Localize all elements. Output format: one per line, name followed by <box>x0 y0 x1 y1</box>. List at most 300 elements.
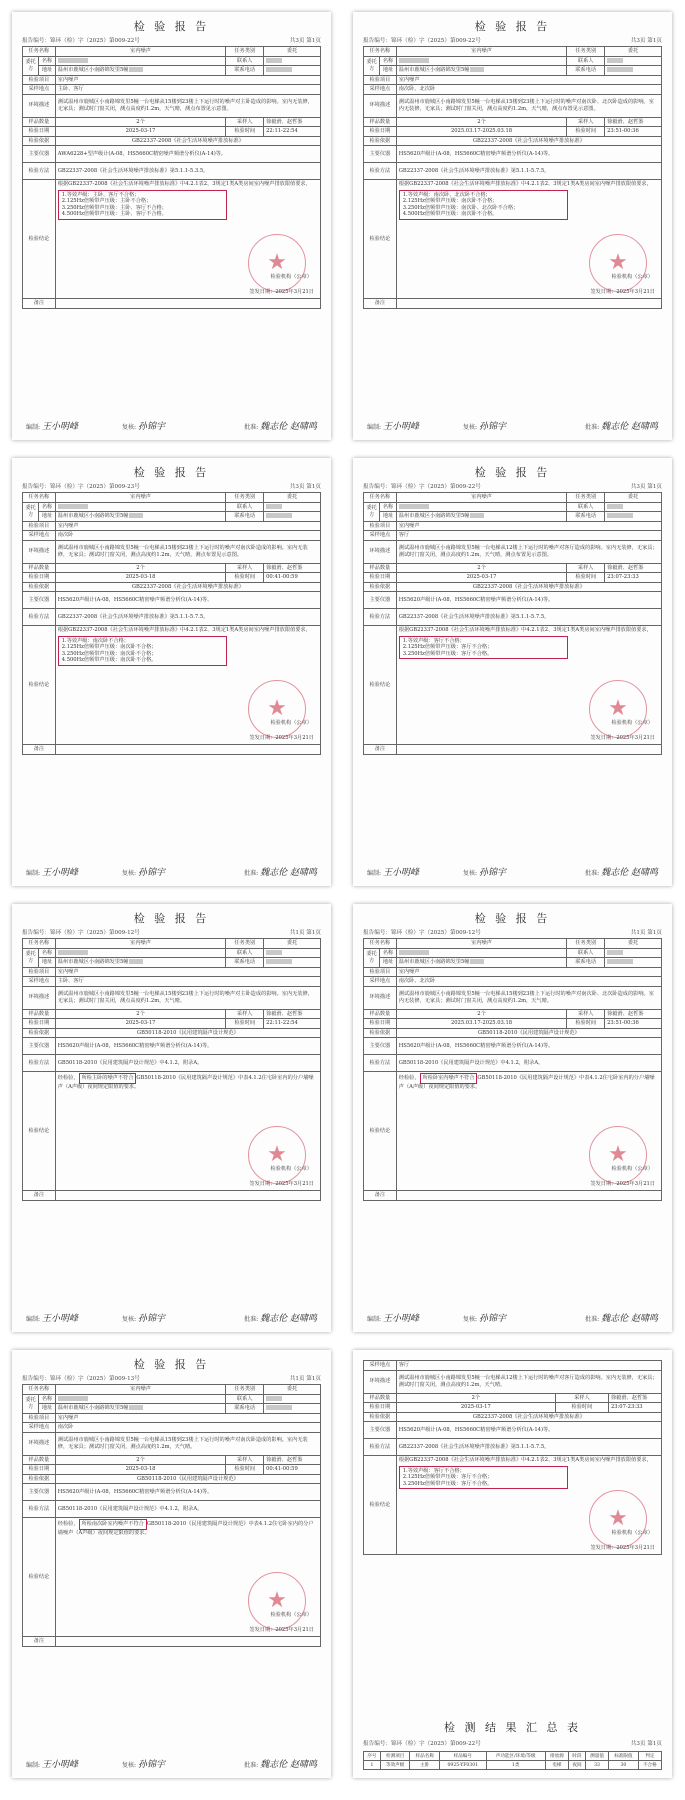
form-row <box>23 592 321 609</box>
conclusion-line: 4.500Hz倍频带声压级：南次卧不合格。 <box>61 657 157 663</box>
sampler-label: 采样人 <box>567 117 605 127</box>
sampling-label: 采样地点 <box>364 1361 397 1371</box>
env-label: 环境描述 <box>23 540 56 563</box>
form-row <box>364 958 662 968</box>
item-value: 室内噪声 <box>55 1413 320 1423</box>
env-label: 环境描述 <box>23 986 56 1009</box>
conclusion-cell <box>396 180 661 299</box>
form-row <box>23 1484 321 1501</box>
phone-value <box>605 66 662 76</box>
basis-value: GB50118-2010《民用建筑隔声设计规范》 <box>55 1028 320 1038</box>
redacted-block <box>129 1405 143 1410</box>
conclusion-text <box>399 1457 659 1489</box>
conclusion-intro: 根据GB22337-2008《社会生活环境噪声排放标准》中4.2.1表2、3规定1类A类房间室内噪声排放限值要求， <box>57 627 311 633</box>
summary-section <box>353 1709 672 1774</box>
method-label: 检验方法 <box>23 1055 56 1072</box>
seal-label: 检验机构（公章） <box>611 273 653 280</box>
form-row <box>364 56 662 66</box>
conclusion-intro: 经检验， <box>57 1075 79 1081</box>
conclusion-line: 2.125Hz倍频带声压级：南次卧不合格； <box>61 644 157 650</box>
instrument-label: 主要仪器 <box>23 146 56 163</box>
form-row <box>23 1413 321 1423</box>
form-row <box>364 1412 662 1422</box>
item-value: 室内噪声 <box>55 75 320 85</box>
client-name-label: 名称 <box>39 502 55 512</box>
form-row <box>23 85 321 95</box>
form-row <box>23 958 321 968</box>
form-row <box>23 136 321 146</box>
address-value: 温州市鹿城区小南路锦发里5幢 <box>55 512 226 522</box>
seal-label: 检验机构（公章） <box>270 273 312 280</box>
conclusion-label: 检验结论 <box>364 1072 397 1191</box>
task-type-value: 委托 <box>605 47 662 57</box>
approve-signature: 批准: 魏志伦 赵啸鸣 <box>244 868 317 878</box>
basis-label: 检验依据 <box>23 136 56 146</box>
report-title: 检 验 报 告 <box>133 466 210 479</box>
conclusion-text <box>399 627 659 659</box>
sample-qty-value: 2个 <box>396 563 567 573</box>
form-row <box>23 1394 321 1404</box>
date-label: 检验日期 <box>364 127 397 137</box>
form-row <box>364 1403 662 1413</box>
report-number: 报告编号：锦环（检）字（2025）第009-13号 <box>22 1376 140 1382</box>
task-type-label: 任务类别 <box>226 939 264 949</box>
env-value: 测试温州市鹿城区小南路锦发里5幢一台电梯从15楼到23楼上下运行时的噪声对主卧造成的影响。室内无装修，无家具；测试时门窗关闭，测点高度约1.2m，天气晴。 <box>55 986 320 1009</box>
env-label: 环境描述 <box>23 94 56 117</box>
form-row <box>23 609 321 626</box>
item-label: 检验项目 <box>364 967 397 977</box>
form-row <box>23 1518 321 1637</box>
client-name-value <box>55 56 226 66</box>
form-row <box>23 521 321 531</box>
remark-value <box>396 745 661 755</box>
form-row <box>364 1191 662 1201</box>
summary-title: 检 测 结 果 汇 总 表 <box>444 1721 581 1734</box>
phone-label: 联系电话 <box>226 512 264 522</box>
time-label: 检验时间 <box>567 1019 605 1029</box>
author-signature: 编制: 王小明峰 <box>26 422 79 432</box>
task-name-label: 任务名称 <box>364 493 397 503</box>
time-value: 23:07-23:33 <box>605 573 662 583</box>
summary-cell: 1 <box>364 1761 381 1770</box>
red-seal-icon: ★ <box>589 234 647 292</box>
redacted-block <box>58 950 88 955</box>
sign-date: 签发日期：2025年3月21日 <box>249 1180 314 1187</box>
redacted-block <box>470 513 484 518</box>
conclusion-cell <box>396 626 661 745</box>
form-row <box>364 163 662 180</box>
summary-cell: 电梯 <box>545 1761 568 1770</box>
task-name-value: 室内噪声 <box>55 939 226 949</box>
form-row <box>364 939 662 949</box>
sample-qty-value: 2个 <box>396 1009 567 1019</box>
client-name-value <box>55 1394 226 1404</box>
redacted-block <box>607 959 633 964</box>
form-row <box>364 1072 662 1191</box>
sign-date: 签发日期：2025年3月21日 <box>590 288 655 295</box>
conclusion-label: 检验结论 <box>364 626 397 745</box>
sampling-value: 南次卧、北次卧 <box>396 977 661 987</box>
report-title: 检 验 报 告 <box>474 466 551 479</box>
sign-date: 签发日期：2025年3月21日 <box>590 734 655 741</box>
review-signature: 复核: 孙锦宇 <box>122 422 166 432</box>
task-type-value: 委托 <box>264 47 321 57</box>
report-meta <box>353 482 672 490</box>
conclusion-cell <box>55 180 320 299</box>
conclusion-intro: 经检验， <box>398 1075 420 1081</box>
remark-value <box>396 299 661 309</box>
client-name-value <box>396 948 567 958</box>
form-row <box>23 1009 321 1019</box>
date-label: 检验日期 <box>23 127 56 137</box>
task-type-label: 任务类别 <box>226 47 264 57</box>
contact-value <box>605 502 662 512</box>
sampling-label: 采样地点 <box>364 85 397 95</box>
conclusion-intro: 根据GB22337-2008《社会生活环境噪声排放标准》中4.2.1表2、3规定1类A类房间室内噪声排放限值要求， <box>57 181 311 187</box>
redacted-block <box>399 58 429 63</box>
basis-value: GB22337-2008《社会生活环境噪声排放标准》 <box>396 136 661 146</box>
time-label: 检验时间 <box>226 573 264 583</box>
basis-value: GB50118-2010《民用建筑隔声设计规范》 <box>55 1474 320 1484</box>
sampling-value: 南次卧 <box>55 1423 320 1433</box>
conclusion-line: 2.125Hz倍频带声压级：客厅不合格； <box>402 644 493 650</box>
contact-value <box>264 502 321 512</box>
sample-qty-value: 2个 <box>396 117 567 127</box>
sample-qty-value: 2个 <box>396 1393 555 1403</box>
env-value: 测试温州市鹿城区小南路锦发里5幢一台电梯从15楼到23楼上下运行时的噪声对主卧造成的影响。室内无装修，无家具；测试时门窗关闭，测点高度约1.2m，天气晴，测点布置见示意图。 <box>55 94 320 117</box>
conclusion-label: 检验结论 <box>23 180 56 299</box>
report-title: 检 验 报 告 <box>474 20 551 33</box>
client-label: 委托方 <box>23 502 39 521</box>
summary-header-cell: 声功能区/环境/等级 <box>486 1752 545 1761</box>
sample-qty-label: 样品数量 <box>23 1455 56 1465</box>
phone-label: 联系电话 <box>226 66 264 76</box>
form-row <box>23 163 321 180</box>
basis-label: 检验依据 <box>364 1412 397 1422</box>
form-row <box>23 1474 321 1484</box>
client-name-value <box>55 502 226 512</box>
highlighted-conclusion-box <box>399 636 568 660</box>
form-row <box>364 66 662 76</box>
form-row <box>364 1361 662 1371</box>
basis-label: 检验依据 <box>23 1474 56 1484</box>
env-value: 测试温州市鹿城区小南路锦发里5幢一台电梯从12楼上下运行时的噪声对客厅造成的影响。室内无装修，无家具；测试时门窗关闭，测点高度约1.2m，天气晴，测点布置见示意图。 <box>396 540 661 563</box>
sampling-value: 主卧、客厅 <box>55 85 320 95</box>
instrument-label: 主要仪器 <box>23 592 56 609</box>
report-form <box>22 938 321 1201</box>
form-row <box>23 967 321 977</box>
form-row <box>364 502 662 512</box>
client-label: 委托方 <box>23 948 39 967</box>
env-value: 测试温州市鹿城区小南路锦发里5幢一台电梯从15楼到23楼上下运行时的噪声对南次卧、北次卧造成的影响。室内无装修，无家具；测试时门窗关闭，测点高度约1.2m，天气晴，测点布置见示意图。 <box>396 94 661 117</box>
method-value: GB50118-2010《民用建筑隔声设计规范》中4.1.2，附录A。 <box>396 1055 661 1072</box>
env-label: 环境描述 <box>364 94 397 117</box>
form-row <box>364 986 662 1009</box>
method-label: 检验方法 <box>23 609 56 626</box>
date-value: 2025-03-17 <box>396 1403 555 1413</box>
basis-value: GB22337-2008《社会生活环境噪声排放标准》 <box>55 582 320 592</box>
red-seal-icon: ★ <box>248 680 306 738</box>
client-name-label: 名称 <box>380 56 396 66</box>
task-name-value: 室内噪声 <box>55 47 226 57</box>
form-row <box>364 540 662 563</box>
form-row <box>23 977 321 987</box>
sample-qty-label: 样品数量 <box>23 117 56 127</box>
report-meta <box>353 928 672 936</box>
conclusion-line: 1.等效声级：客厅不合格； <box>402 1467 465 1474</box>
date-value: 2025.03.17-2025.03.18 <box>396 1019 567 1029</box>
client-name-label: 名称 <box>39 1394 55 1404</box>
phone-label: 联系电话 <box>567 66 605 76</box>
item-label: 检验项目 <box>23 521 56 531</box>
task-type-value: 委托 <box>264 493 321 503</box>
form-row <box>364 1439 662 1456</box>
date-value: 2025-03-18 <box>55 573 226 583</box>
conclusion-cell <box>55 626 320 745</box>
conclusion-cell <box>55 1518 320 1637</box>
author-signature: 编制: 王小明峰 <box>26 1760 79 1770</box>
remark-label: 备注 <box>23 1191 56 1201</box>
sample-qty-label: 样品数量 <box>364 117 397 127</box>
sampling-label: 采样地点 <box>23 85 56 95</box>
time-label: 检验时间 <box>226 1465 264 1475</box>
form-row <box>364 573 662 583</box>
form-row <box>23 117 321 127</box>
conclusion-line: 1.等效声级：南次卧不合格； <box>61 637 129 644</box>
page-number: 共1页 第1页 <box>289 1376 321 1382</box>
review-signature: 复核: 孙锦宇 <box>122 1760 166 1770</box>
phone-label: 联系电话 <box>567 512 605 522</box>
form-row <box>23 1455 321 1465</box>
report-page <box>353 458 672 886</box>
phone-value <box>264 66 321 76</box>
form-row <box>23 582 321 592</box>
remark-label: 备注 <box>23 299 56 309</box>
form-row <box>364 117 662 127</box>
seal-label: 检验机构（公章） <box>270 719 312 726</box>
phone-label: 联系电话 <box>567 958 605 968</box>
summary-meta <box>353 1739 672 1747</box>
redacted-block <box>607 504 623 509</box>
sample-qty-value: 2个 <box>55 563 226 573</box>
remark-value <box>55 1637 320 1647</box>
approve-signature: 批准: 魏志伦 赵啸鸣 <box>585 422 658 432</box>
time-value: 00:41-00:59 <box>264 573 321 583</box>
sample-qty-label: 样品数量 <box>23 1009 56 1019</box>
address-value: 温州市鹿城区小南路锦发里5幢 <box>55 958 226 968</box>
report-title: 检 验 报 告 <box>133 20 210 33</box>
task-name-value: 室内噪声 <box>55 1385 226 1395</box>
form-row <box>364 1393 662 1403</box>
form-row <box>364 592 662 609</box>
form-row <box>23 1404 321 1414</box>
instrument-label: 主要仪器 <box>23 1038 56 1055</box>
form-row <box>23 573 321 583</box>
form-row <box>23 1038 321 1055</box>
form-row <box>23 531 321 541</box>
task-name-value: 室内噪声 <box>396 493 567 503</box>
report-form <box>363 46 662 309</box>
task-type-label: 任务类别 <box>567 47 605 57</box>
form-row <box>364 745 662 755</box>
report-number: 报告编号：锦环（检）字（2025）第009-22号 <box>363 1741 481 1747</box>
basis-label: 检验依据 <box>364 1028 397 1038</box>
task-name-label: 任务名称 <box>23 47 56 57</box>
task-type-label: 任务类别 <box>567 493 605 503</box>
conclusion-line: 3.250Hz倍频带声压级：南次卧、北次卧不合格； <box>402 204 519 211</box>
form-row <box>364 563 662 573</box>
conclusion-cell <box>396 1456 661 1555</box>
basis-value: GB50118-2010《民用建筑隔声设计规范》 <box>396 1028 661 1038</box>
form-row <box>364 85 662 95</box>
form-row <box>23 986 321 1009</box>
method-value: GB50118-2010《民用建筑隔声设计规范》中4.1.2，附录A。 <box>55 1501 320 1518</box>
task-name-label: 任务名称 <box>23 939 56 949</box>
redacted-block <box>129 67 143 72</box>
sampling-value: 南次卧、北次卧 <box>396 85 661 95</box>
method-value: GB22337-2008《社会生活环境噪声排放标准》第5.1.1-5.7.5。 <box>55 609 320 626</box>
conclusion-line: 1.等效声级：客厅不合格； <box>402 637 465 644</box>
approve-signature: 批准: 魏志伦 赵啸鸣 <box>244 1314 317 1324</box>
time-label: 检验时间 <box>226 1019 264 1029</box>
report-form <box>363 1360 662 1555</box>
form-row <box>364 146 662 163</box>
conclusion-line: 2.125Hz倍频带声压级：客厅不合格； <box>402 1474 493 1480</box>
item-value: 室内噪声 <box>396 521 661 531</box>
report-meta <box>12 36 331 44</box>
sampler-value: 徐毅滑、赵哲鉴 <box>608 1393 661 1403</box>
page-number: 共1页 第1页 <box>289 930 321 936</box>
client-name-label: 名称 <box>39 948 55 958</box>
sign-date: 签发日期：2025年3月21日 <box>249 288 314 295</box>
sign-date: 签发日期：2025年3月21日 <box>590 1180 655 1187</box>
form-row <box>23 493 321 503</box>
conclusion-cell <box>396 1072 661 1191</box>
conclusion-text <box>58 627 318 666</box>
instrument-value: HS5620声级计(A-08，HS5660C精密噪声频谱分析仪(A-14)等。 <box>396 1038 661 1055</box>
conclusion-text <box>399 181 659 220</box>
sample-qty-label: 样品数量 <box>364 563 397 573</box>
contact-label: 联系人 <box>567 502 605 512</box>
conclusion-line: 2.125Hz倍频带声压级：南次卧不合格； <box>402 198 498 204</box>
form-row <box>23 1191 321 1201</box>
summary-header-cell: 标准限值 <box>609 1752 639 1761</box>
red-seal-icon: ★ <box>589 1126 647 1184</box>
contact-label: 联系人 <box>226 56 264 66</box>
basis-value: GB22337-2008《社会生活环境噪声排放标准》 <box>396 582 661 592</box>
approve-signature: 批准: 魏志伦 赵啸鸣 <box>244 422 317 432</box>
form-row <box>364 1456 662 1555</box>
time-value: 22:11-22:54 <box>264 127 321 137</box>
form-row <box>364 136 662 146</box>
remark-label: 备注 <box>23 745 56 755</box>
highlighted-conclusion-box <box>399 1466 568 1490</box>
highlighted-conclusion-box <box>58 636 227 666</box>
report-form <box>363 938 662 1201</box>
conclusion-line: 2.125Hz倍频带声压级：主卧不合格； <box>61 198 152 204</box>
conclusion-text <box>399 1073 659 1090</box>
sample-qty-value: 2个 <box>55 117 226 127</box>
redacted-block <box>607 67 633 72</box>
form-row <box>364 1009 662 1019</box>
basis-label: 检验依据 <box>23 582 56 592</box>
instrument-value: HS5620声级计(A-08，HS5660C精密噪声频谱分析仪(A-14)等。 <box>396 146 661 163</box>
task-name-label: 任务名称 <box>364 47 397 57</box>
address-value: 温州市鹿城区小南路锦发里5幢 <box>55 1404 226 1414</box>
redacted-block <box>266 513 292 518</box>
contact-label: 联系人 <box>567 56 605 66</box>
redacted-block <box>399 950 429 955</box>
time-value: 23:51-00:36 <box>605 1019 662 1029</box>
form-row <box>23 1637 321 1647</box>
item-value: 室内噪声 <box>55 967 320 977</box>
report-form <box>363 492 662 755</box>
redacted-block <box>58 58 88 63</box>
redacted-block <box>266 1396 282 1401</box>
item-value: 室内噪声 <box>396 967 661 977</box>
form-row <box>364 47 662 57</box>
conclusion-line: 3.250Hz倍频带声压级：客厅不合格。 <box>402 650 493 657</box>
form-row <box>364 1028 662 1038</box>
sample-qty-value: 2个 <box>55 1455 226 1465</box>
sampling-label: 采样地点 <box>364 977 397 987</box>
summary-cell: 主卧 <box>410 1761 440 1770</box>
report-meta <box>12 928 331 936</box>
summary-cell: 33 <box>585 1761 608 1770</box>
report-page <box>12 904 331 1332</box>
remark-value <box>55 299 320 309</box>
conclusion-text <box>58 1519 318 1536</box>
sampler-value: 徐毅滑、赵哲鉴 <box>264 563 321 573</box>
task-name-label: 任务名称 <box>23 1385 56 1395</box>
form-row <box>23 939 321 949</box>
highlighted-conclusion-box <box>399 190 568 220</box>
highlighted-conclusion-box <box>58 190 227 220</box>
sample-qty-value: 2个 <box>55 1009 226 1019</box>
conclusion-line: 4.500Hz倍频带声压级：南次卧不合格。 <box>402 211 498 217</box>
report-form <box>22 492 321 755</box>
redacted-block <box>58 1396 88 1401</box>
item-label: 检验项目 <box>364 75 397 85</box>
address-value: 温州市鹿城区小南路锦发里5幢 <box>396 512 567 522</box>
summary-cell: 不合格 <box>638 1761 661 1770</box>
remark-label: 备注 <box>364 299 397 309</box>
date-label: 检验日期 <box>364 1403 397 1413</box>
report-title: 检 验 报 告 <box>133 1358 210 1371</box>
form-row <box>23 502 321 512</box>
contact-value <box>605 56 662 66</box>
conclusion-cell <box>55 1072 320 1191</box>
summary-header-cell: 判定 <box>638 1752 661 1761</box>
report-number: 报告编号：锦环（检）字（2025）第009-12号 <box>22 930 140 936</box>
item-value: 室内噪声 <box>55 521 320 531</box>
conclusion-line: 3.250Hz倍频带声压级：主卧、客厅不合格； <box>61 204 167 211</box>
report-form <box>22 46 321 309</box>
client-name-value <box>396 56 567 66</box>
summary-table <box>363 1751 662 1770</box>
conclusion-label: 检验结论 <box>23 1518 56 1637</box>
address-label: 地址 <box>380 66 396 76</box>
sample-qty-label: 样品数量 <box>364 1393 397 1403</box>
instrument-value: HS5620声级计(A-08，HS5660C精密噪声频谱分析仪(A-14)等。 <box>55 1484 320 1501</box>
phone-label: 联系电话 <box>226 958 264 968</box>
phone-value <box>605 512 662 522</box>
time-value: 00:41-00:59 <box>264 1465 321 1475</box>
author-signature: 编制: 王小明峰 <box>367 1314 420 1324</box>
form-row <box>364 94 662 117</box>
report-page <box>353 1350 672 1778</box>
red-seal-icon: ★ <box>589 680 647 738</box>
